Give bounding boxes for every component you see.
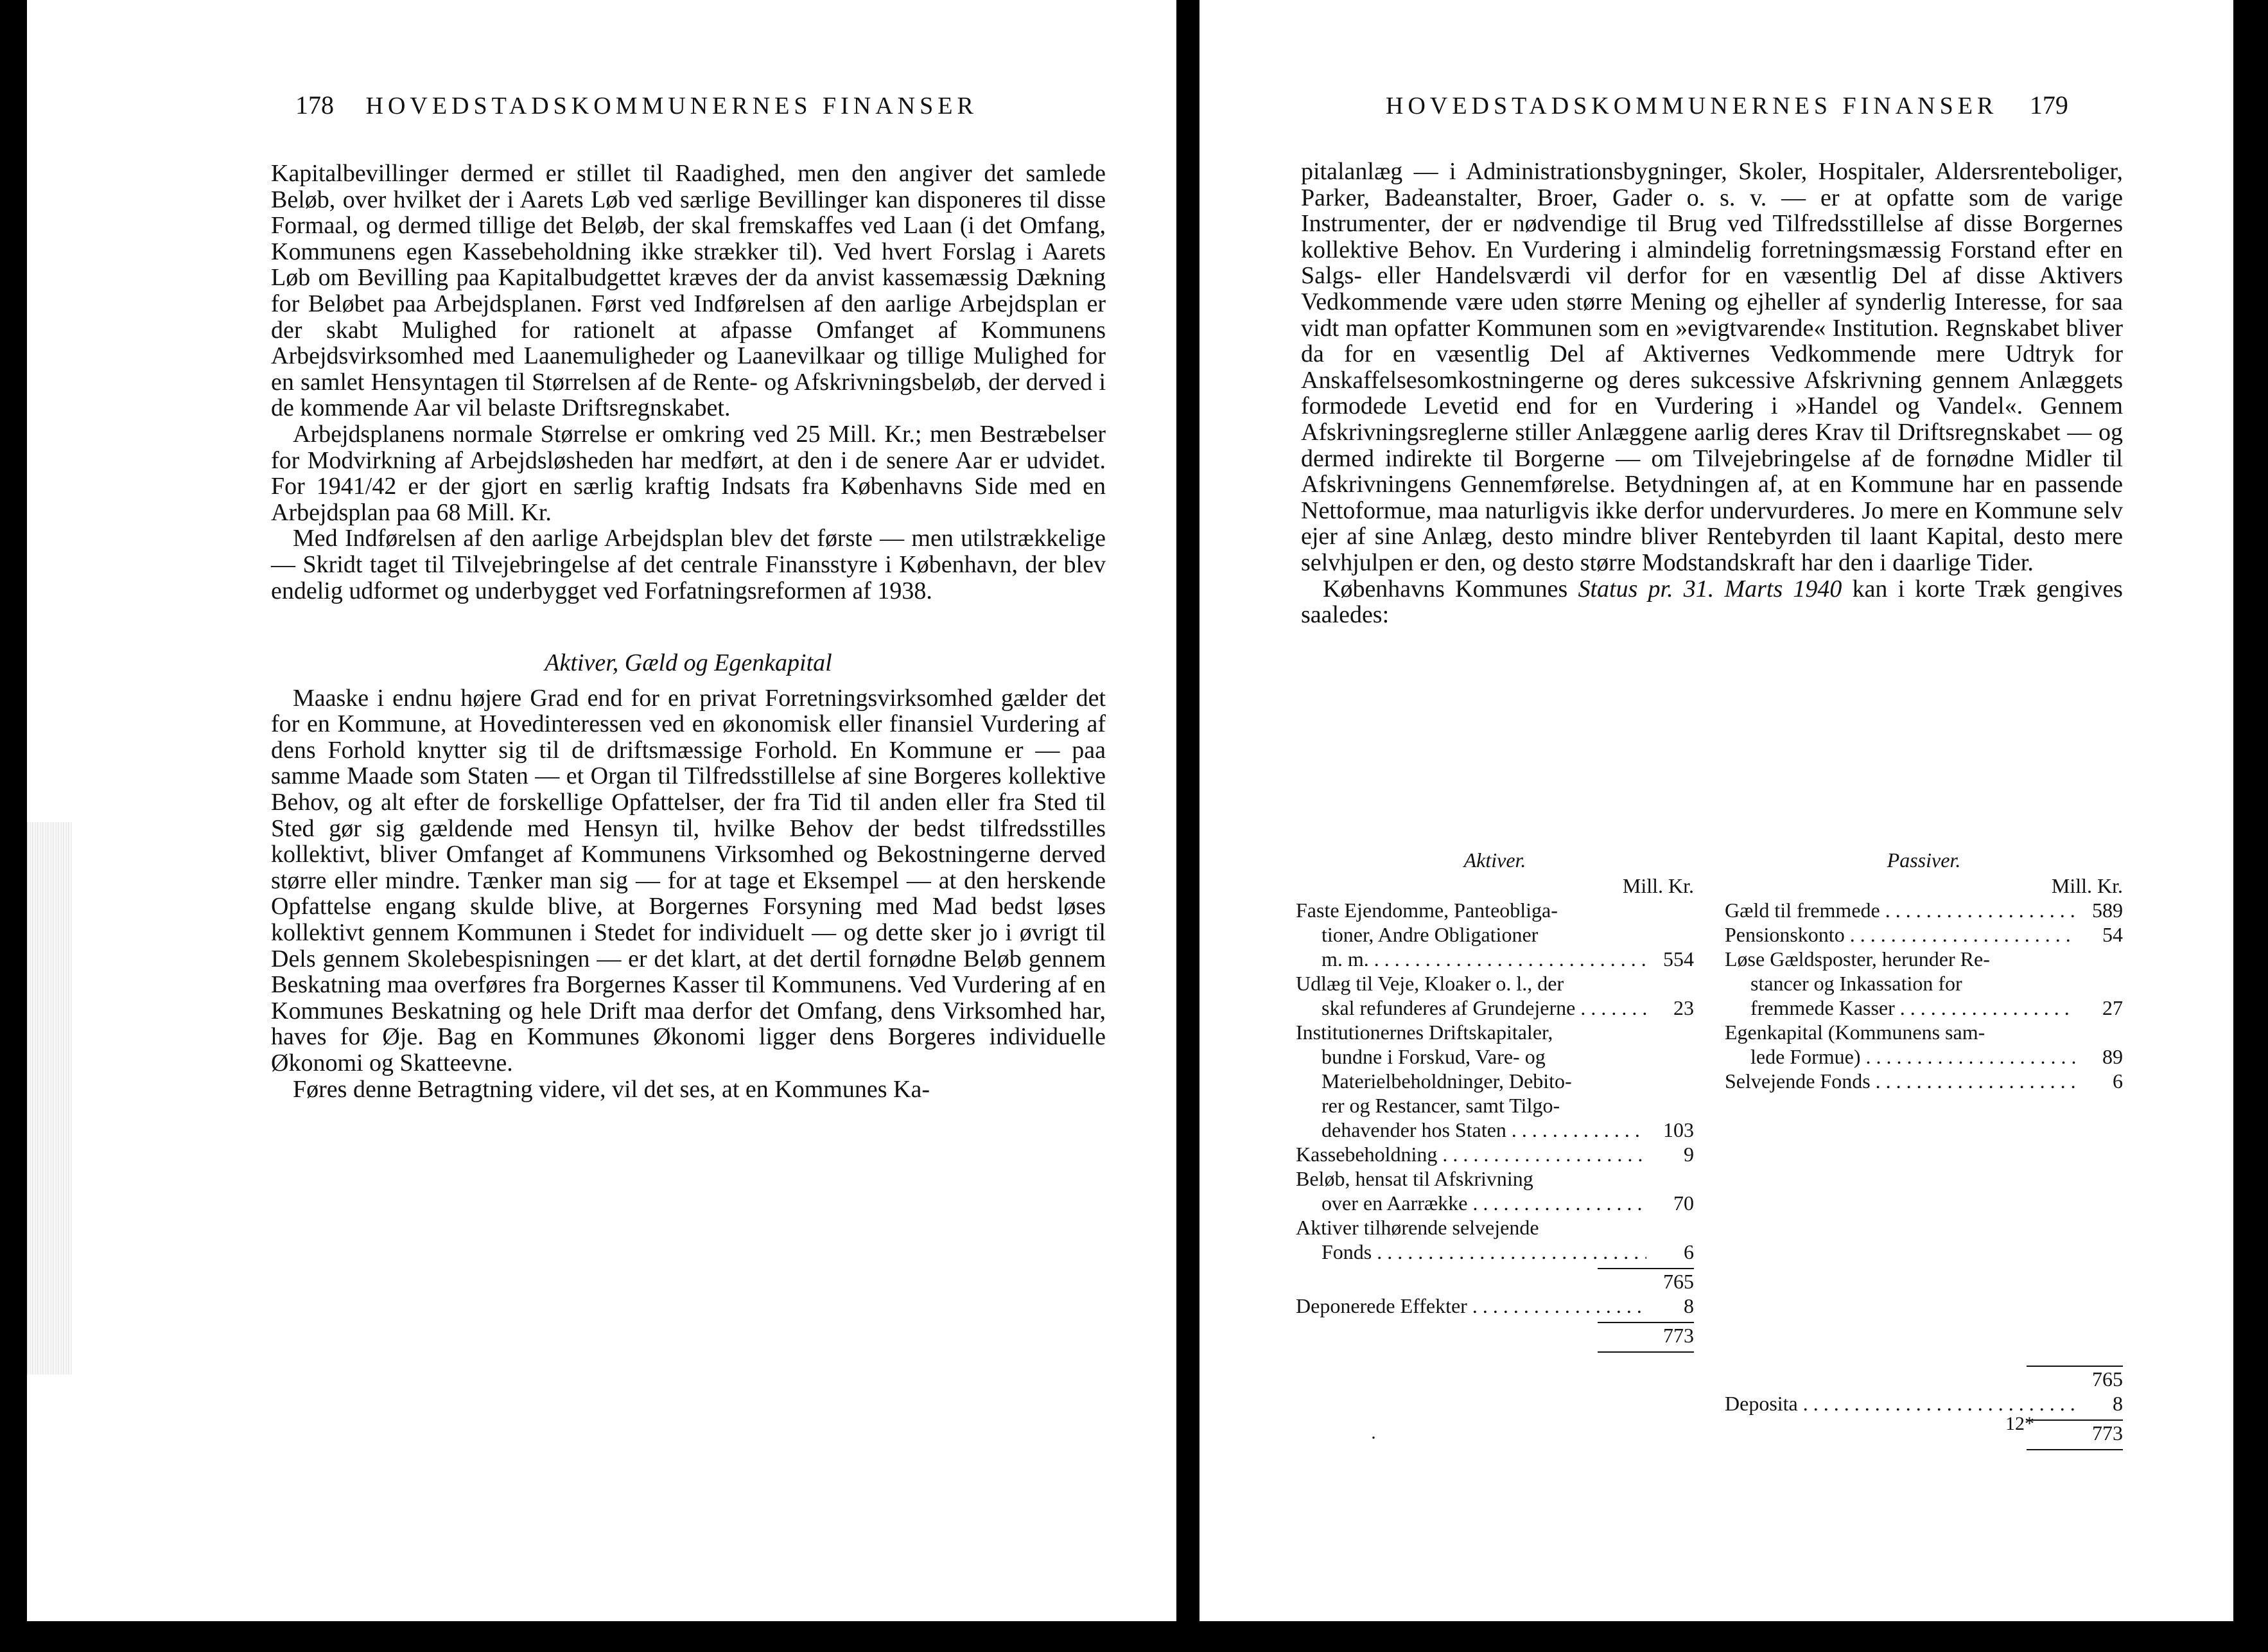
left-body-text bbox=[271, 161, 1106, 1102]
paragraph: Maaske i endnu højere Grad end for en privat Forretningsvirksomhed gælder det for en Kommune, at Hovedinteressen ved en økonomisk eller finansiel Vurdering af dens Forhold knytter sig til de driftsmæssige Forhold. En Kommune er — paa samme Maade som Staten — et Organ til Tilfredsstillelse af sine Borgeres kollektive Behov, og alt efter de forskellige Opfattelser, der fra Tid til anden eller fra Sted til Sted gør sig gældende med Hensyn til, hvilke Behov der bedst tilfredsstilles kollektivt, bliver Omfanget af Kommunens Virksomhed og Bekostningerne derved større eller mindre. Tænker man sig — for at tage et Eksempel — at den herskende Opfattelse engang skulde blive, at Borgernes Forsyning med Mad bedst løses kollektivt gennem Kommunen i Stedet for individuelt — og dette sker jo i øvrigt til Dels gennem Skolebespisningen — er det klart, at det dertil fornødne Beløb gennem Beskatning maa overføres fra Borgernes Kasser til Kommunens. Ved Vurdering af en Kommunes Beskatning og hele Drift maa derfor det Omfang, dens Virksomhed har, haves for Øje. Bag en Kommunes Økonomi ligger dens Borgeres individuelle Økonomi og Skatteevne. bbox=[271, 684, 1106, 1076]
aktiver-item-text: Beløb, hensat til Afskrivning bbox=[1296, 1167, 1533, 1190]
aktiver-item-text: Kassebeholdning bbox=[1296, 1143, 1438, 1166]
passiver-item-value: 589 bbox=[2092, 899, 2123, 922]
aktiver-line bbox=[1296, 1191, 1694, 1215]
dot-leader bbox=[1880, 899, 2075, 922]
passiver-column bbox=[1725, 848, 2123, 1450]
passiver-items bbox=[1725, 898, 2123, 1093]
aktiver-line bbox=[1296, 1240, 1694, 1264]
passiver-item-value: 27 bbox=[2102, 996, 2123, 1019]
aktiver-total: 773 bbox=[1663, 1324, 1694, 1347]
dot-leader bbox=[1575, 996, 1646, 1019]
dot-leader bbox=[1845, 923, 2075, 946]
dot-leader bbox=[1506, 1118, 1646, 1141]
right-running-head bbox=[1386, 90, 2068, 120]
stray-mark: · bbox=[1370, 1427, 1377, 1448]
aktiver-item-value: 6 bbox=[1684, 1240, 1694, 1263]
deposit-row bbox=[1725, 1391, 2123, 1416]
aktiver-unit: Mill. Kr. bbox=[1622, 874, 1694, 897]
aktiver-line bbox=[1296, 1215, 1694, 1240]
sum-rule bbox=[1598, 1351, 1694, 1353]
passiver-item-text: fremmede Kasser bbox=[1750, 996, 1895, 1019]
passiver-line bbox=[1725, 922, 2123, 947]
aktiver-item-text: tioner, Andre Obligationer bbox=[1322, 923, 1539, 946]
passiver-item-text: Selvejende Fonds bbox=[1725, 1069, 1871, 1093]
column-spacer bbox=[1725, 1093, 2123, 1362]
aktiver-line bbox=[1296, 898, 1694, 922]
deposit-label: Deposita bbox=[1725, 1392, 1798, 1415]
aktiver-line bbox=[1296, 1166, 1694, 1191]
passiver-line bbox=[1725, 1044, 2123, 1069]
passiver-item-text: lede Formue) bbox=[1750, 1045, 1861, 1068]
aktiver-item-text: Fonds bbox=[1322, 1240, 1372, 1263]
dot-leader bbox=[1369, 947, 1646, 971]
dot-leader bbox=[1467, 1191, 1646, 1215]
aktiver-item-text: Aktiver tilhørende selvejende bbox=[1296, 1216, 1539, 1239]
aktiver-title: Aktiver. bbox=[1463, 848, 1526, 872]
status-title: Status pr. 31. Marts 1940 bbox=[1578, 575, 1842, 602]
paragraph: Med Indførelsen af den aarlige Arbejdsplan blev det første — men utilstrækkelige — Skridt taget til Tilvejebringelse af det centrale Finansstyre i København, der blev endelig udformet og underbygget ved Forfatningsreformen af 1938. bbox=[271, 525, 1106, 604]
passiver-line bbox=[1725, 971, 2123, 996]
deposit-value: 8 bbox=[2113, 1392, 2123, 1415]
dot-leader bbox=[1372, 1240, 1646, 1263]
aktiver-item-text: rer og Restancer, samt Tilgo- bbox=[1322, 1094, 1560, 1117]
aktiver-item-value: 70 bbox=[1673, 1191, 1694, 1215]
right-page bbox=[1199, 0, 2233, 1621]
text-run: kan i korte Træk gengives saaledes: bbox=[1301, 575, 2123, 629]
paragraph: pitalanlæg — i Administrationsbygninger, Skoler, Hospitaler, Aldersrenteboliger, Parker, Badeanstalter, Broer, Gader o. s. v. — er at opfatte som de varige Instrumenter, der er nødvendige til Brug ved Tilfredsstillelse af disse Borgernes kollektive Behov. En Vurdering i almindelig forretningsmæssig Forstand efter en Salgs- eller Handelsværdi vil derfor for en væsentlig Del af disse Aktivers Vedkommende være uden større Mening og ejheller af synderlig Interesse, for saa vidt man opfatter Kommunen som en »evigtvarende« Institution. Regnskabet bliver da for en væsentlig Del af Aktivernes Vedkommende mere Udtryk for Anskaffelsesomkostningerne og deres sukcessive Afskrivning gennem Anlæggets formodede Levetid end for en Vurdering i »Handel og Vandel«. Gennem Afskrivningsreglerne stiller Anlæggene aarlig deres Krav til Driftsregnskabet — og dermed indirekte til Borgerne — om Tilvejebringelse af de fornødne Midler til Afskrivningens Gennemførelse. Betydningen af, at en Kommune har en passende Nettoformue, maa naturligvis ikke derfor undervurderes. Jo mere en Kommune selv ejer af sine Anlæg, desto mindre bliver Rentebyrden til laant Kapital, desto mere selvhjulpen er den, og desto større Modstandskraft har den i daarlige Tider. bbox=[1301, 158, 2123, 576]
passiver-line bbox=[1725, 1069, 2123, 1093]
passiver-item-text: Løse Gældsposter, herunder Re- bbox=[1725, 947, 1990, 971]
aktiver-item-text: Udlæg til Veje, Kloaker o. l., der bbox=[1296, 972, 1564, 995]
aktiver-line bbox=[1296, 1020, 1694, 1044]
aktiver-line bbox=[1296, 1069, 1694, 1093]
dot-leader bbox=[1861, 1045, 2076, 1068]
page-edge-shading bbox=[27, 822, 72, 1375]
aktiver-item-text: m. m. bbox=[1322, 947, 1369, 971]
aktiver-item-value: 23 bbox=[1673, 996, 1694, 1019]
passiver-item-value: 6 bbox=[2113, 1069, 2123, 1093]
paragraph bbox=[1301, 576, 2123, 628]
aktiver-item-text: Faste Ejendomme, Panteobliga- bbox=[1296, 899, 1558, 922]
aktiver-line bbox=[1296, 1142, 1694, 1166]
passiver-unit: Mill. Kr. bbox=[2051, 874, 2123, 897]
passiver-item-value: 54 bbox=[2102, 923, 2123, 946]
dot-leader bbox=[1798, 1392, 2075, 1415]
passiver-item-value: 89 bbox=[2102, 1045, 2123, 1068]
paragraph: Arbejdsplanens normale Størrelse er omkring ved 25 Mill. Kr.; men Bestræbelser for Modvirkning af Arbejdsløsheden har medført, at den i de senere Aar er udvidet. For 1941/42 er der gjort en særlig kraftig Indsats fra Københavns Side med en Arbejdsplan paa 68 Mill. Kr. bbox=[271, 420, 1106, 526]
aktiver-line bbox=[1296, 947, 1694, 971]
aktiver-item-text: bundne i Forskud, Vare- og bbox=[1322, 1045, 1546, 1068]
aktiver-items bbox=[1296, 898, 1694, 1264]
passiver-title: Passiver. bbox=[1887, 848, 1961, 872]
passiver-line bbox=[1725, 1020, 2123, 1044]
dot-leader bbox=[1895, 996, 2075, 1019]
passiver-item-text: Gæld til fremmede bbox=[1725, 899, 1880, 922]
aktiver-line bbox=[1296, 971, 1694, 996]
aktiver-item-text: skal refunderes af Grundejerne bbox=[1322, 996, 1576, 1019]
passiver-item-text: Egenkapital (Kommunens sam- bbox=[1725, 1021, 1985, 1044]
passiver-item-text: Pensionskonto bbox=[1725, 923, 1845, 946]
text-run: Københavns Kommunes bbox=[1323, 575, 1578, 602]
passiver-total: 773 bbox=[2092, 1421, 2123, 1445]
aktiver-line bbox=[1296, 922, 1694, 947]
aktiver-line bbox=[1296, 1093, 1694, 1118]
left-page bbox=[27, 0, 1176, 1621]
aktiver-item-text: Materielbeholdninger, Debito- bbox=[1322, 1069, 1572, 1093]
aktiver-item-text: dehavender hos Staten bbox=[1322, 1118, 1506, 1141]
section-heading: Aktiver, Gæld og Egenkapital bbox=[545, 649, 832, 677]
left-running-head bbox=[295, 90, 978, 120]
deposit-row bbox=[1296, 1294, 1694, 1318]
aktiver-item-text: Institutionernes Driftskapitaler, bbox=[1296, 1021, 1553, 1044]
passiver-item-text: stancer og Inkassation for bbox=[1750, 972, 1962, 995]
right-page-number: 179 bbox=[2029, 91, 2068, 119]
dot-leader bbox=[1871, 1069, 2075, 1093]
aktiver-line bbox=[1296, 1044, 1694, 1069]
paragraph: Kapitalbevillinger dermed er stillet til Raadighed, men den angiver det samlede Beløb, over hvilket der i Aarets Løb ved særlige Bevillinger kan disponeres til disse Formaal, og dermed tillige det Beløb, der skal fremskaffes ved Laan (i det Omfang, Kommunens egen Kassebeholdning ikke strækker til). Ved hvert Forslag i Aarets Løb om Bevilling paa Kapitalbudgettet kræves der da anvist kassemæssig Dækning for Beløbet paa Arbejdsplanen. Først ved Indførelsen af den aarlige Arbejdsplan er der skabt Mulighed for rationelt at afpasse Omfanget af Kommunens Arbejdsvirksomhed med Laanemuligheder og Laanevilkaar og tillige Mulighed for en samlet Hensyntagen til Størrelsen af de Rente- og Afskrivningsbeløb, der derved i de kommende Aar vil belaste Driftsregnskabet. bbox=[271, 160, 1106, 422]
aktiver-item-value: 554 bbox=[1663, 947, 1694, 971]
right-body-text bbox=[1301, 159, 2123, 628]
signature-mark: 12* bbox=[2005, 1413, 2034, 1434]
left-running-title: HOVEDSTADSKOMMUNERNES FINANSER bbox=[365, 92, 978, 119]
aktiver-item-value: 103 bbox=[1663, 1118, 1694, 1141]
dot-leader bbox=[1467, 1294, 1646, 1317]
right-running-title: HOVEDSTADSKOMMUNERNES FINANSER bbox=[1386, 92, 1998, 119]
dot-leader bbox=[1437, 1143, 1646, 1166]
aktiver-column bbox=[1296, 848, 1694, 1353]
passiver-line bbox=[1725, 996, 2123, 1020]
aktiver-line bbox=[1296, 1118, 1694, 1142]
left-page-number: 178 bbox=[295, 91, 334, 119]
aktiver-item-value: 9 bbox=[1684, 1143, 1694, 1166]
passiver-line bbox=[1725, 898, 2123, 922]
aktiver-line bbox=[1296, 996, 1694, 1020]
deposit-value: 8 bbox=[1684, 1294, 1694, 1317]
passiver-line bbox=[1725, 947, 2123, 971]
passiver-subtotal: 765 bbox=[2092, 1367, 2123, 1391]
aktiver-subtotal: 765 bbox=[1663, 1270, 1694, 1293]
sum-rule bbox=[2027, 1449, 2123, 1450]
deposit-label: Deponerede Effekter bbox=[1296, 1294, 1467, 1317]
aktiver-item-text: over en Aarrække bbox=[1322, 1191, 1468, 1215]
paragraph: Føres denne Betragtning videre, vil det ses, at en Kommunes Ka- bbox=[293, 1075, 930, 1103]
